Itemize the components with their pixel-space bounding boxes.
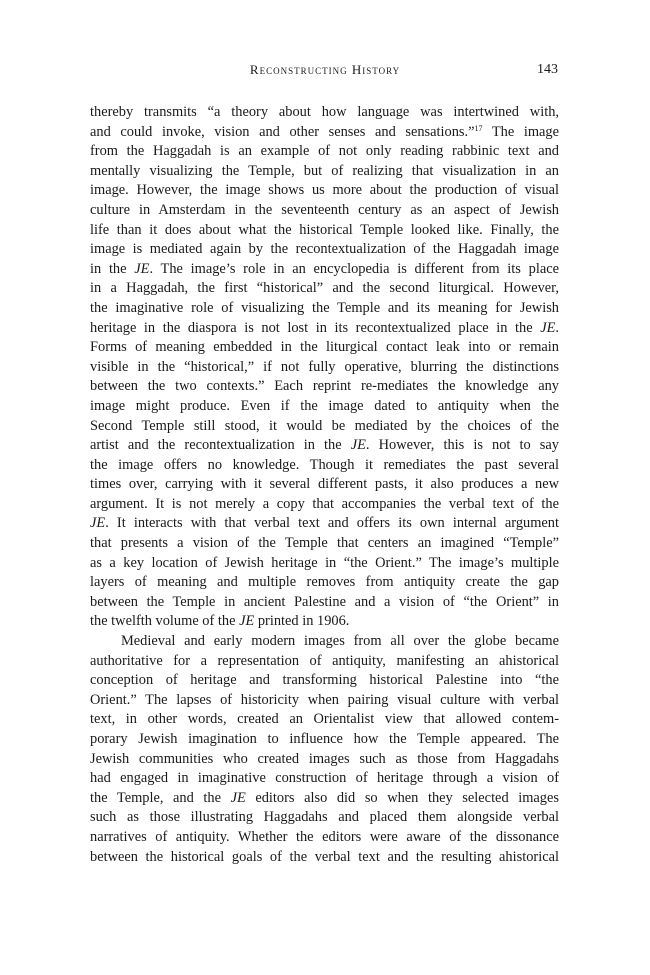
footnote-ref[interactable]: 17 — [474, 123, 483, 133]
text-line: Orient.” The lapses of historicity when pairing visual culture with verbal — [90, 691, 559, 708]
text-line: between the historical goals of the verbal text and the resulting ahistorical — [90, 848, 559, 865]
text-line: the Temple, and the JE editors also did so when they selected images — [90, 789, 559, 806]
text-line: image. However, the image shows us more about the production of visual — [90, 182, 559, 199]
text-line: from the Haggadah is an example of not only reading rabbinic text and — [90, 143, 559, 160]
text-line: culture in Amsterdam in the seventeenth century as an aspect of Jewish — [90, 201, 559, 218]
text-line: artist and the recontextualization in the JE. However, this is not to say — [90, 437, 559, 454]
text-line: heritage in the diaspora is not lost in its recontextualized place in the JE. — [90, 319, 559, 336]
text-line: visible in the “historical,” if not fully operative, blurring the distinctions — [90, 358, 559, 375]
text-line: in the JE. The image’s role in an encyclopedia is different from its place — [90, 260, 559, 277]
text-line: thereby transmits “a theory about how language was intertwined with, — [90, 104, 559, 120]
text-line: JE. It interacts with that verbal text and offers its own internal argument — [90, 515, 559, 532]
text-line: argument. It is not merely a copy that accompanies the verbal text of the — [90, 495, 559, 512]
text-line: layers of meaning and multiple removes from antiquity create the gap — [90, 574, 559, 591]
text-line: such as those illustrating Haggadahs and placed them alongside verbal — [90, 809, 559, 826]
text-line: Second Temple still stood, it would be mediated by the choices of the — [90, 417, 559, 434]
text-line: Forms of meaning embedded in the liturgical contact leak into or remain — [90, 339, 559, 356]
text-line: text, in other words, created an Orientalist view that allowed contem- — [90, 711, 559, 728]
text-line: narratives of antiquity. Whether the editors were aware of the dissonance — [90, 828, 559, 845]
text-line: porary Jewish imagination to influence how the Temple appeared. The — [90, 731, 559, 747]
text-line: mentally visualizing the Temple, but of realizing that visualization in an — [90, 162, 559, 179]
text-line: authoritative for a representation of antiquity, manifesting an ahistorical — [90, 652, 559, 669]
running-title: Reconstructing History — [249, 62, 401, 77]
text-line: had engaged in imaginative construction of heritage through a vision of — [90, 770, 559, 787]
text-line: times over, carrying with it several different pasts, it also produces a new — [90, 476, 559, 493]
text-line: as a key location of Jewish heritage in “the Orient.” The image’s multiple — [90, 554, 559, 571]
running-head — [0, 62, 650, 82]
text-line: Medieval and early modern images from all over the globe became — [121, 633, 559, 650]
text-line: image might produce. Even if the image dated to antiquity when the — [90, 397, 559, 414]
text-line: between the two contexts.” Each reprint re-mediates the knowledge any — [90, 378, 559, 395]
text-line: the image offers no knowledge. Though it remediates the past several — [90, 456, 559, 473]
text-line: image is mediated again by the recontextualization of the Haggadah image — [90, 241, 559, 258]
body-text — [90, 103, 559, 867]
text-line: the imaginative role of visualizing the Temple and its meaning for Jewish — [90, 299, 559, 316]
text-line: the twelfth volume of the JE printed in 1906. — [90, 613, 350, 630]
text-line: between the Temple in ancient Palestine and a vision of “the Orient” in — [90, 593, 559, 610]
text-line: in a Haggadah, the first “historical” and the second liturgical. However, — [90, 280, 559, 297]
page-number: 143 — [537, 62, 558, 77]
text-line: and could invoke, vision and other senses and sensations.”$^{17}$ The image — [90, 123, 559, 140]
text-line: Jewish communities who created images such as those from Haggadahs — [90, 750, 559, 767]
text-line: life than it does about what the historical Temple looked like. Finally, the — [90, 221, 559, 238]
text-line: that presents a vision of the Temple that centers an imagined “Temple” — [90, 535, 559, 552]
text-line: conception of heritage and transforming historical Palestine into “the — [90, 672, 559, 689]
